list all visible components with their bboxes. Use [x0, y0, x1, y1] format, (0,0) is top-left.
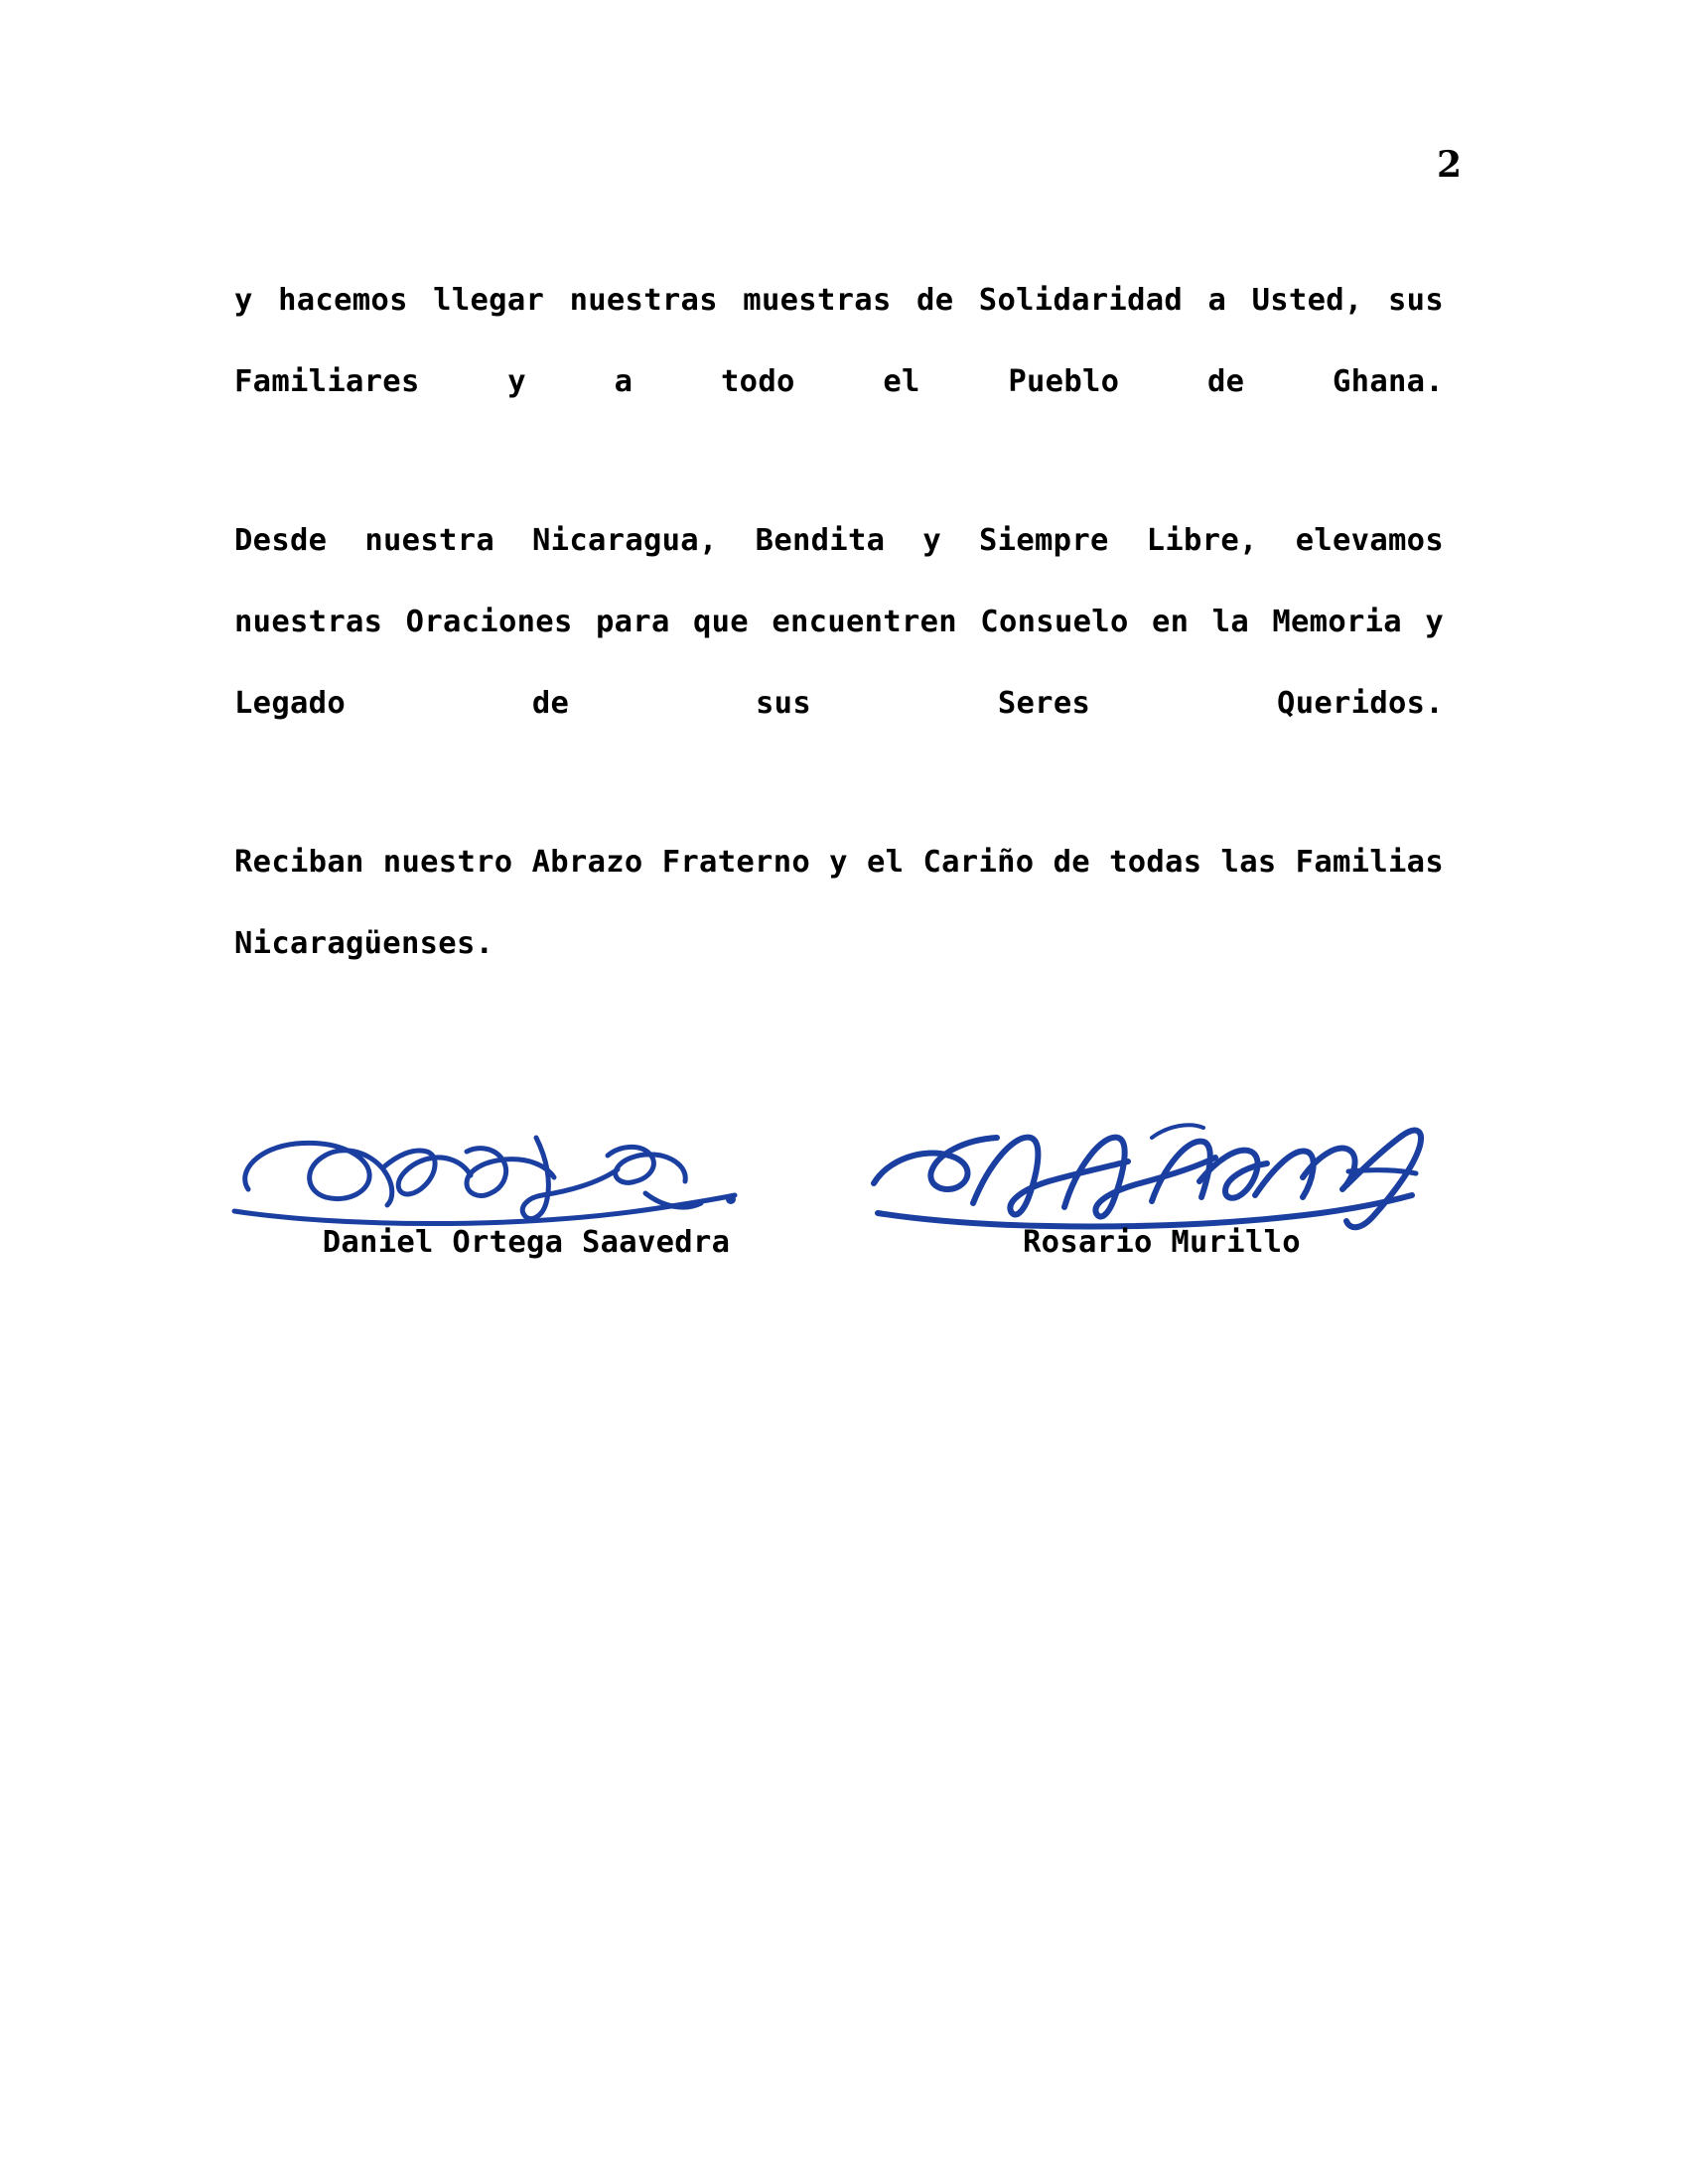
- handwritten-signature-icon: [854, 1112, 1470, 1231]
- signature-block: [218, 1112, 1470, 1330]
- paragraph-1: y hacemos llegar nuestras muestras de Solidaridad a Usted, sus Familiares y a todo el Pueblo de Ghana.: [234, 283, 1444, 399]
- handwritten-signature-icon: [218, 1112, 834, 1231]
- paragraph-2: Desde nuestra Nicaragua, Bendita y Siempre Libre, elevamos nuestras Oraciones para que encuentren Consuelo en la Memoria y Legado de sus Seres Queridos.: [234, 523, 1444, 721]
- signature-daniel-ortega: [218, 1112, 834, 1260]
- signature-rosario-murillo: [854, 1112, 1470, 1260]
- signature-name-label: Rosario Murillo: [1023, 1225, 1301, 1260]
- page-number: 2: [1436, 144, 1462, 186]
- paragraph-3: Reciban nuestro Abrazo Fraterno y el Cariño de todas las Familias Nicaragüenses.: [234, 845, 1444, 961]
- letter-body: [234, 260, 1444, 985]
- signature-name-label: Daniel Ortega Saavedra: [322, 1225, 731, 1260]
